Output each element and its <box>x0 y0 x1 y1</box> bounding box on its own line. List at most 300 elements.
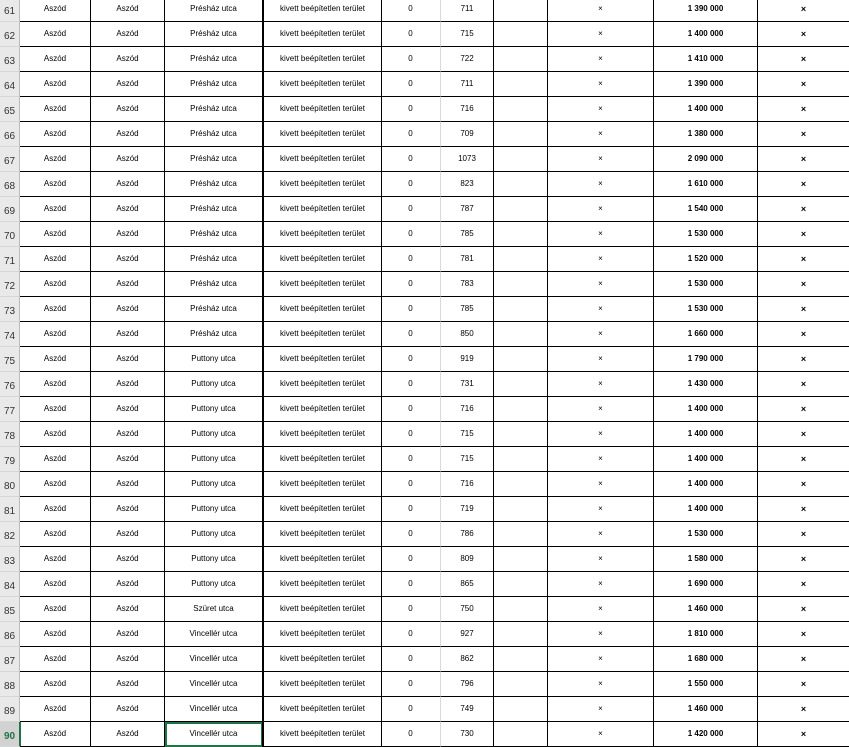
cell-city[interactable]: Aszód <box>20 722 91 747</box>
cell-district[interactable]: Aszód <box>91 22 165 47</box>
cell-street[interactable]: Szüret utca <box>165 597 263 622</box>
cell-x-mark[interactable]: × <box>758 297 849 322</box>
cell-district[interactable]: Aszód <box>91 572 165 597</box>
cell-district[interactable]: Aszód <box>91 697 165 722</box>
cell-district[interactable]: Aszód <box>91 297 165 322</box>
cell-cross-mark[interactable]: × <box>548 347 654 372</box>
row-header[interactable]: 73 <box>0 297 20 322</box>
row-header[interactable]: 67 <box>0 147 20 172</box>
cell-x-mark[interactable]: × <box>758 197 849 222</box>
cell-street[interactable]: Présház utca <box>165 172 263 197</box>
cell-x-mark[interactable]: × <box>758 447 849 472</box>
cell-district[interactable]: Aszód <box>91 547 165 572</box>
cell-land-type[interactable]: kivett beépítetlen terület <box>262 22 382 47</box>
cell-x-mark[interactable]: × <box>758 347 849 372</box>
cell-x-mark[interactable]: × <box>758 222 849 247</box>
cell-price[interactable]: 1 530 000 <box>654 272 758 297</box>
cell-price[interactable]: 2 090 000 <box>654 147 758 172</box>
row-header[interactable]: 86 <box>0 622 20 647</box>
cell-price[interactable]: 1 790 000 <box>654 347 758 372</box>
cell-cross-mark[interactable]: × <box>548 622 654 647</box>
cell-street[interactable]: Vincellér utca <box>165 697 263 722</box>
cell-empty[interactable] <box>494 97 548 122</box>
cell-price[interactable]: 1 400 000 <box>654 397 758 422</box>
cell-city[interactable]: Aszód <box>20 422 91 447</box>
cell-street[interactable]: Puttony utca <box>165 397 263 422</box>
row-header[interactable]: 76 <box>0 372 20 397</box>
cell-price[interactable]: 1 660 000 <box>654 322 758 347</box>
row-header[interactable]: 80 <box>0 472 20 497</box>
cell-zero-value[interactable]: 0 <box>381 622 441 647</box>
cell-empty[interactable] <box>494 597 548 622</box>
cell-city[interactable]: Aszód <box>20 0 91 22</box>
cell-area[interactable]: 711 <box>441 0 494 22</box>
cell-city[interactable]: Aszód <box>20 247 91 272</box>
row-header[interactable]: 75 <box>0 347 20 372</box>
cell-city[interactable]: Aszód <box>20 47 91 72</box>
cell-area[interactable]: 783 <box>441 272 494 297</box>
cell-area[interactable]: 716 <box>441 472 494 497</box>
row-header[interactable]: 62 <box>0 22 20 47</box>
cell-price[interactable]: 1 400 000 <box>654 447 758 472</box>
cell-x-mark[interactable]: × <box>758 47 849 72</box>
cell-city[interactable]: Aszód <box>20 397 91 422</box>
cell-price[interactable]: 1 580 000 <box>654 547 758 572</box>
cell-city[interactable]: Aszód <box>20 72 91 97</box>
cell-city[interactable]: Aszód <box>20 622 91 647</box>
cell-street[interactable]: Puttony utca <box>165 372 263 397</box>
cell-empty[interactable] <box>494 72 548 97</box>
cell-cross-mark[interactable]: × <box>548 0 654 22</box>
cell-district[interactable]: Aszód <box>91 222 165 247</box>
cell-cross-mark[interactable]: × <box>548 322 654 347</box>
cell-land-type[interactable]: kivett beépítetlen terület <box>262 297 382 322</box>
row-header[interactable]: 66 <box>0 122 20 147</box>
cell-area[interactable]: 796 <box>441 672 494 697</box>
cell-zero-value[interactable]: 0 <box>381 347 441 372</box>
cell-land-type[interactable]: kivett beépítetlen terület <box>262 572 382 597</box>
cell-price[interactable]: 1 400 000 <box>654 22 758 47</box>
cell-empty[interactable] <box>494 197 548 222</box>
cell-district[interactable]: Aszód <box>91 247 165 272</box>
row-header[interactable]: 61 <box>0 0 20 22</box>
cell-price[interactable]: 1 520 000 <box>654 247 758 272</box>
cell-area[interactable]: 865 <box>441 572 494 597</box>
cell-price[interactable]: 1 530 000 <box>654 522 758 547</box>
cell-zero-value[interactable]: 0 <box>381 647 441 672</box>
row-header[interactable]: 85 <box>0 597 20 622</box>
cell-x-mark[interactable]: × <box>758 572 849 597</box>
cell-land-type[interactable]: kivett beépítetlen terület <box>262 147 382 172</box>
cell-area[interactable]: 786 <box>441 522 494 547</box>
cell-district[interactable]: Aszód <box>91 122 165 147</box>
cell-area[interactable]: 927 <box>441 622 494 647</box>
cell-cross-mark[interactable]: × <box>548 547 654 572</box>
cell-area[interactable]: 862 <box>441 647 494 672</box>
cell-zero-value[interactable]: 0 <box>381 422 441 447</box>
cell-land-type[interactable]: kivett beépítetlen terület <box>262 322 382 347</box>
cell-area[interactable]: 715 <box>441 422 494 447</box>
cell-area[interactable]: 850 <box>441 322 494 347</box>
cell-land-type[interactable]: kivett beépítetlen terület <box>262 422 382 447</box>
cell-city[interactable]: Aszód <box>20 97 91 122</box>
cell-land-type[interactable]: kivett beépítetlen terület <box>262 497 382 522</box>
cell-area[interactable]: 722 <box>441 47 494 72</box>
cell-empty[interactable] <box>494 672 548 697</box>
row-header[interactable]: 69 <box>0 197 20 222</box>
cell-zero-value[interactable]: 0 <box>381 397 441 422</box>
cell-area[interactable]: 749 <box>441 697 494 722</box>
cell-area[interactable]: 785 <box>441 297 494 322</box>
cell-district[interactable]: Aszód <box>91 397 165 422</box>
cell-zero-value[interactable]: 0 <box>381 247 441 272</box>
cell-price[interactable]: 1 680 000 <box>654 647 758 672</box>
cell-street[interactable]: Vincellér utca <box>165 672 263 697</box>
cell-zero-value[interactable]: 0 <box>381 472 441 497</box>
cell-empty[interactable] <box>494 147 548 172</box>
cell-street[interactable]: Présház utca <box>165 197 263 222</box>
row-header[interactable]: 88 <box>0 672 20 697</box>
cell-cross-mark[interactable]: × <box>548 372 654 397</box>
cell-area[interactable]: 809 <box>441 547 494 572</box>
cell-price[interactable]: 1 540 000 <box>654 197 758 222</box>
cell-cross-mark[interactable]: × <box>548 572 654 597</box>
cell-cross-mark[interactable]: × <box>548 647 654 672</box>
cell-city[interactable]: Aszód <box>20 447 91 472</box>
cell-x-mark[interactable]: × <box>758 422 849 447</box>
cell-cross-mark[interactable]: × <box>548 497 654 522</box>
cell-x-mark[interactable]: × <box>758 122 849 147</box>
cell-x-mark[interactable]: × <box>758 272 849 297</box>
cell-city[interactable]: Aszód <box>20 372 91 397</box>
cell-empty[interactable] <box>494 372 548 397</box>
row-header[interactable]: 83 <box>0 547 20 572</box>
cell-cross-mark[interactable]: × <box>548 472 654 497</box>
cell-land-type[interactable]: kivett beépítetlen terület <box>262 597 382 622</box>
row-header[interactable]: 78 <box>0 422 20 447</box>
cell-empty[interactable] <box>494 622 548 647</box>
cell-street[interactable]: Présház utca <box>165 47 263 72</box>
cell-cross-mark[interactable]: × <box>548 272 654 297</box>
cell-street[interactable]: Puttony utca <box>165 422 263 447</box>
cell-empty[interactable] <box>494 122 548 147</box>
cell-x-mark[interactable]: × <box>758 397 849 422</box>
cell-price[interactable]: 1 610 000 <box>654 172 758 197</box>
cell-land-type[interactable]: kivett beépítetlen terület <box>262 547 382 572</box>
cell-price[interactable]: 1 420 000 <box>654 722 758 747</box>
cell-district[interactable]: Aszód <box>91 72 165 97</box>
cell-cross-mark[interactable]: × <box>548 122 654 147</box>
cell-empty[interactable] <box>494 347 548 372</box>
cell-zero-value[interactable]: 0 <box>381 597 441 622</box>
cell-district[interactable]: Aszód <box>91 372 165 397</box>
cell-x-mark[interactable]: × <box>758 672 849 697</box>
cell-empty[interactable] <box>494 547 548 572</box>
cell-price[interactable]: 1 460 000 <box>654 697 758 722</box>
cell-area[interactable]: 715 <box>441 447 494 472</box>
cell-zero-value[interactable]: 0 <box>381 497 441 522</box>
cell-empty[interactable] <box>494 522 548 547</box>
cell-cross-mark[interactable]: × <box>548 247 654 272</box>
cell-x-mark[interactable]: × <box>758 622 849 647</box>
row-header[interactable]: 79 <box>0 447 20 472</box>
cell-area[interactable]: 787 <box>441 197 494 222</box>
cell-x-mark[interactable]: × <box>758 72 849 97</box>
row-header[interactable]: 63 <box>0 47 20 72</box>
cell-area[interactable]: 716 <box>441 397 494 422</box>
row-header[interactable]: 70 <box>0 222 20 247</box>
cell-land-type[interactable]: kivett beépítetlen terület <box>262 97 382 122</box>
cell-x-mark[interactable]: × <box>758 172 849 197</box>
row-header[interactable]: 82 <box>0 522 20 547</box>
cell-district[interactable]: Aszód <box>91 597 165 622</box>
row-header[interactable]: 87 <box>0 647 20 672</box>
row-header[interactable]: 77 <box>0 397 20 422</box>
cell-city[interactable]: Aszód <box>20 297 91 322</box>
cell-city[interactable]: Aszód <box>20 522 91 547</box>
cell-city[interactable]: Aszód <box>20 472 91 497</box>
cell-area[interactable]: 781 <box>441 247 494 272</box>
cell-land-type[interactable]: kivett beépítetlen terület <box>262 697 382 722</box>
cell-area[interactable]: 1073 <box>441 147 494 172</box>
cell-land-type[interactable]: kivett beépítetlen terület <box>262 672 382 697</box>
cell-district[interactable]: Aszód <box>91 272 165 297</box>
cell-empty[interactable] <box>494 222 548 247</box>
cell-city[interactable]: Aszód <box>20 197 91 222</box>
cell-empty[interactable] <box>494 722 548 747</box>
cell-district[interactable]: Aszód <box>91 147 165 172</box>
cell-street[interactable]: Présház utca <box>165 122 263 147</box>
cell-street[interactable]: Puttony utca <box>165 497 263 522</box>
cell-price[interactable]: 1 550 000 <box>654 672 758 697</box>
cell-city[interactable]: Aszód <box>20 672 91 697</box>
cell-city[interactable]: Aszód <box>20 647 91 672</box>
cell-zero-value[interactable]: 0 <box>381 447 441 472</box>
cell-cross-mark[interactable]: × <box>548 522 654 547</box>
cell-district[interactable]: Aszód <box>91 647 165 672</box>
cell-empty[interactable] <box>494 322 548 347</box>
cell-land-type[interactable]: kivett beépítetlen terület <box>262 472 382 497</box>
cell-district[interactable]: Aszód <box>91 0 165 22</box>
cell-price[interactable]: 1 810 000 <box>654 622 758 647</box>
cell-price[interactable]: 1 460 000 <box>654 597 758 622</box>
cell-area[interactable]: 750 <box>441 597 494 622</box>
row-header[interactable]: 71 <box>0 247 20 272</box>
cell-land-type[interactable]: kivett beépítetlen terület <box>262 247 382 272</box>
row-header[interactable]: 65 <box>0 97 20 122</box>
cell-cross-mark[interactable]: × <box>548 447 654 472</box>
cell-zero-value[interactable]: 0 <box>381 297 441 322</box>
cell-street[interactable]: Présház utca <box>165 0 263 22</box>
cell-street[interactable]: Puttony utca <box>165 447 263 472</box>
cell-zero-value[interactable]: 0 <box>381 697 441 722</box>
cell-district[interactable]: Aszód <box>91 722 165 747</box>
row-header[interactable]: 72 <box>0 272 20 297</box>
cell-land-type[interactable]: kivett beépítetlen terület <box>262 222 382 247</box>
cell-x-mark[interactable]: × <box>758 247 849 272</box>
cell-city[interactable]: Aszód <box>20 697 91 722</box>
row-header[interactable]: 90 <box>0 722 21 747</box>
cell-street[interactable]: Présház utca <box>165 272 263 297</box>
cell-district[interactable]: Aszód <box>91 97 165 122</box>
cell-land-type[interactable]: kivett beépítetlen terület <box>262 72 382 97</box>
cell-land-type[interactable]: kivett beépítetlen terület <box>262 347 382 372</box>
cell-area[interactable]: 716 <box>441 97 494 122</box>
cell-land-type[interactable]: kivett beépítetlen terület <box>262 622 382 647</box>
cell-cross-mark[interactable]: × <box>548 697 654 722</box>
cell-price[interactable]: 1 400 000 <box>654 472 758 497</box>
cell-cross-mark[interactable]: × <box>548 197 654 222</box>
cell-area[interactable]: 785 <box>441 222 494 247</box>
cell-city[interactable]: Aszód <box>20 347 91 372</box>
cell-street[interactable]: Présház utca <box>165 247 263 272</box>
cell-cross-mark[interactable]: × <box>548 97 654 122</box>
cell-price[interactable]: 1 530 000 <box>654 297 758 322</box>
cell-x-mark[interactable]: × <box>758 497 849 522</box>
cell-empty[interactable] <box>494 697 548 722</box>
cell-x-mark[interactable]: × <box>758 597 849 622</box>
cell-land-type[interactable]: kivett beépítetlen terület <box>262 122 382 147</box>
cell-city[interactable]: Aszód <box>20 497 91 522</box>
cell-empty[interactable] <box>494 497 548 522</box>
cell-zero-value[interactable]: 0 <box>381 272 441 297</box>
cell-street[interactable]: Puttony utca <box>165 572 263 597</box>
cell-empty[interactable] <box>494 22 548 47</box>
cell-street[interactable]: Puttony utca <box>165 547 263 572</box>
cell-district[interactable]: Aszód <box>91 497 165 522</box>
cell-area[interactable]: 731 <box>441 372 494 397</box>
cell-zero-value[interactable]: 0 <box>381 722 441 747</box>
cell-empty[interactable] <box>494 647 548 672</box>
cell-zero-value[interactable]: 0 <box>381 572 441 597</box>
cell-cross-mark[interactable]: × <box>548 72 654 97</box>
cell-price[interactable]: 1 410 000 <box>654 47 758 72</box>
cell-price[interactable]: 1 690 000 <box>654 572 758 597</box>
cell-price[interactable]: 1 390 000 <box>654 72 758 97</box>
cell-x-mark[interactable]: × <box>758 647 849 672</box>
cell-cross-mark[interactable]: × <box>548 22 654 47</box>
cell-zero-value[interactable]: 0 <box>381 222 441 247</box>
cell-empty[interactable] <box>494 297 548 322</box>
cell-x-mark[interactable]: × <box>758 697 849 722</box>
cell-land-type[interactable]: kivett beépítetlen terület <box>262 172 382 197</box>
cell-zero-value[interactable]: 0 <box>381 172 441 197</box>
cell-zero-value[interactable]: 0 <box>381 122 441 147</box>
cell-cross-mark[interactable]: × <box>548 597 654 622</box>
cell-land-type[interactable]: kivett beépítetlen terület <box>262 647 382 672</box>
cell-street[interactable]: Puttony utca <box>165 472 263 497</box>
cell-district[interactable]: Aszód <box>91 472 165 497</box>
cell-empty[interactable] <box>494 0 548 22</box>
cell-street[interactable]: Vincellér utca <box>165 722 263 747</box>
cell-district[interactable]: Aszód <box>91 47 165 72</box>
cell-cross-mark[interactable]: × <box>548 222 654 247</box>
cell-district[interactable]: Aszód <box>91 447 165 472</box>
cell-district[interactable]: Aszód <box>91 622 165 647</box>
cell-zero-value[interactable]: 0 <box>381 97 441 122</box>
cell-street[interactable]: Présház utca <box>165 297 263 322</box>
cell-area[interactable]: 730 <box>441 722 494 747</box>
cell-street[interactable]: Puttony utca <box>165 522 263 547</box>
cell-street[interactable]: Puttony utca <box>165 347 263 372</box>
row-header[interactable]: 84 <box>0 572 20 597</box>
cell-empty[interactable] <box>494 172 548 197</box>
cell-x-mark[interactable]: × <box>758 147 849 172</box>
cell-price[interactable]: 1 400 000 <box>654 497 758 522</box>
cell-zero-value[interactable]: 0 <box>381 372 441 397</box>
cell-city[interactable]: Aszód <box>20 172 91 197</box>
cell-price[interactable]: 1 390 000 <box>654 0 758 22</box>
cell-zero-value[interactable]: 0 <box>381 22 441 47</box>
cell-empty[interactable] <box>494 247 548 272</box>
cell-city[interactable]: Aszód <box>20 122 91 147</box>
cell-price[interactable]: 1 400 000 <box>654 97 758 122</box>
cell-price[interactable]: 1 400 000 <box>654 422 758 447</box>
row-header[interactable]: 68 <box>0 172 20 197</box>
cell-x-mark[interactable]: × <box>758 522 849 547</box>
cell-city[interactable]: Aszód <box>20 572 91 597</box>
cell-city[interactable]: Aszód <box>20 147 91 172</box>
cell-city[interactable]: Aszód <box>20 597 91 622</box>
cell-x-mark[interactable]: × <box>758 322 849 347</box>
cell-land-type[interactable]: kivett beépítetlen terület <box>262 522 382 547</box>
row-header[interactable]: 81 <box>0 497 20 522</box>
cell-area[interactable]: 719 <box>441 497 494 522</box>
row-header[interactable]: 89 <box>0 697 20 722</box>
cell-price[interactable]: 1 430 000 <box>654 372 758 397</box>
cell-cross-mark[interactable]: × <box>548 422 654 447</box>
cell-street[interactable]: Présház utca <box>165 322 263 347</box>
cell-land-type[interactable]: kivett beépítetlen terület <box>262 47 382 72</box>
cell-district[interactable]: Aszód <box>91 172 165 197</box>
cell-x-mark[interactable]: × <box>758 372 849 397</box>
cell-land-type[interactable]: kivett beépítetlen terület <box>262 372 382 397</box>
cell-street[interactable]: Présház utca <box>165 97 263 122</box>
cell-area[interactable]: 715 <box>441 22 494 47</box>
cell-cross-mark[interactable]: × <box>548 147 654 172</box>
cell-street[interactable]: Présház utca <box>165 222 263 247</box>
cell-x-mark[interactable]: × <box>758 722 849 747</box>
cell-land-type[interactable]: kivett beépítetlen terület <box>262 197 382 222</box>
cell-city[interactable]: Aszód <box>20 547 91 572</box>
cell-zero-value[interactable]: 0 <box>381 672 441 697</box>
cell-cross-mark[interactable]: × <box>548 297 654 322</box>
cell-zero-value[interactable]: 0 <box>381 197 441 222</box>
cell-cross-mark[interactable]: × <box>548 397 654 422</box>
cell-land-type[interactable]: kivett beépítetlen terület <box>262 397 382 422</box>
cell-district[interactable]: Aszód <box>91 522 165 547</box>
cell-x-mark[interactable]: × <box>758 97 849 122</box>
cell-district[interactable]: Aszód <box>91 672 165 697</box>
cell-area[interactable]: 711 <box>441 72 494 97</box>
cell-street[interactable]: Vincellér utca <box>165 647 263 672</box>
cell-cross-mark[interactable]: × <box>548 722 654 747</box>
row-header[interactable]: 74 <box>0 322 20 347</box>
cell-land-type[interactable]: kivett beépítetlen terület <box>262 0 382 22</box>
cell-area[interactable]: 919 <box>441 347 494 372</box>
cell-city[interactable]: Aszód <box>20 22 91 47</box>
cell-zero-value[interactable]: 0 <box>381 0 441 22</box>
cell-cross-mark[interactable]: × <box>548 172 654 197</box>
cell-street[interactable]: Présház utca <box>165 22 263 47</box>
cell-zero-value[interactable]: 0 <box>381 72 441 97</box>
cell-city[interactable]: Aszód <box>20 322 91 347</box>
cell-empty[interactable] <box>494 272 548 297</box>
row-header[interactable]: 64 <box>0 72 20 97</box>
cell-cross-mark[interactable]: × <box>548 47 654 72</box>
cell-empty[interactable] <box>494 472 548 497</box>
cell-empty[interactable] <box>494 447 548 472</box>
